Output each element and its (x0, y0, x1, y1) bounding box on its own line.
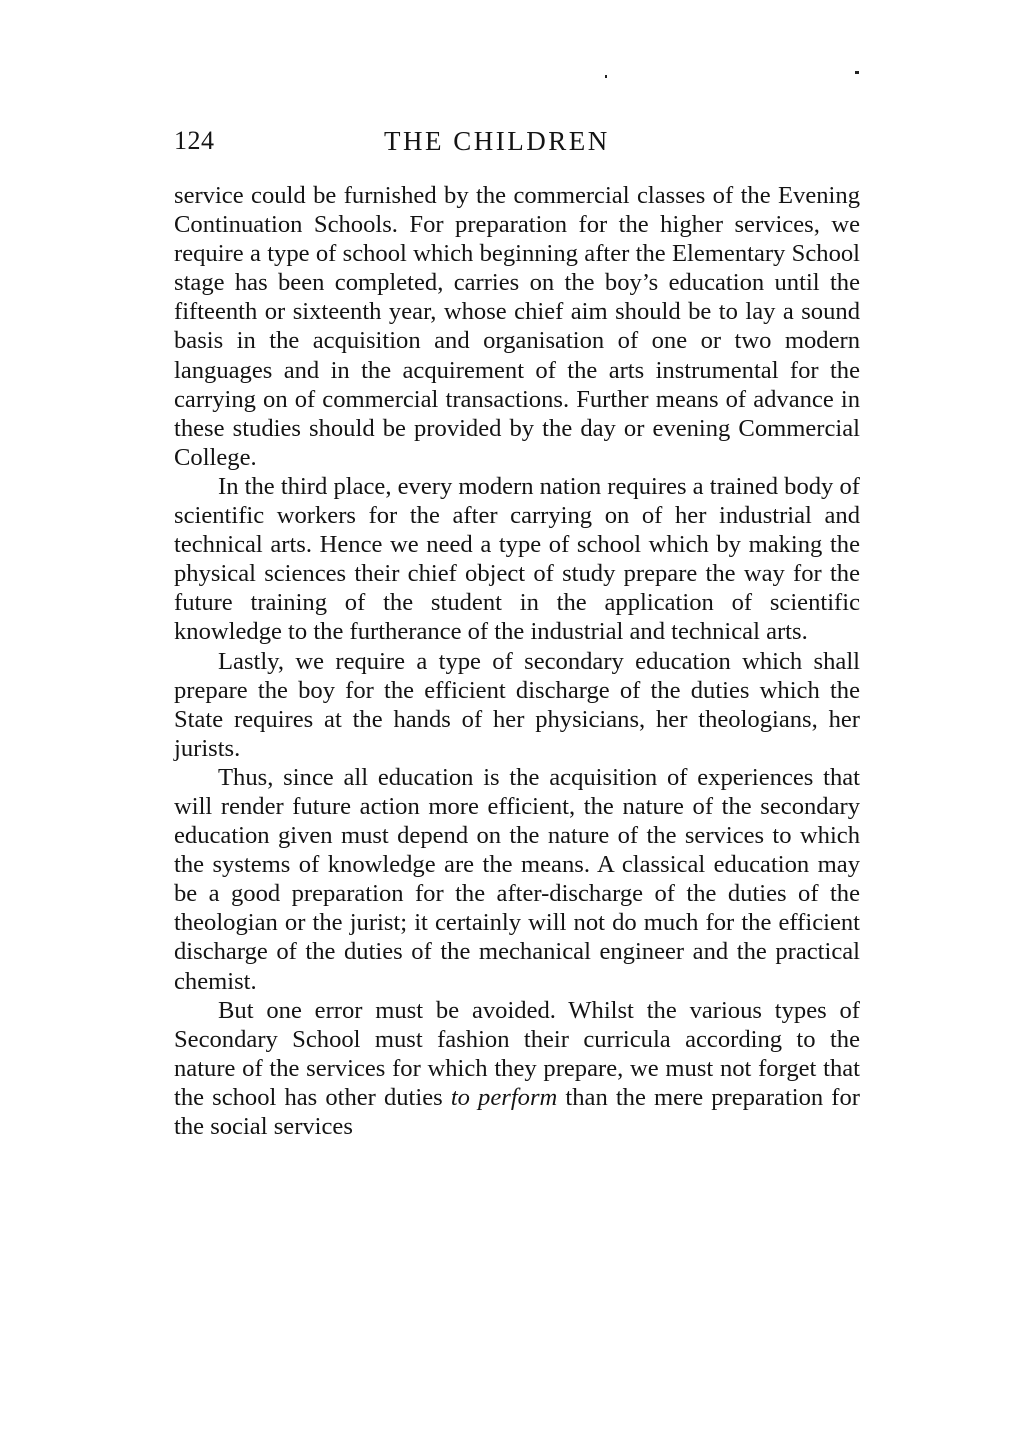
body-text (174, 181, 860, 1141)
paragraph-one-error-text: But one error must be avoided. Whilst the various types of Secondary School must fashion their curricula according to the nature of the services for which they prepare, we must not forget that the school has other duties (174, 996, 860, 1111)
paragraph-thus: Thus, since all education is the acquisition of experiences that will render future action more efficient, the nature of the secondary education given must depend on the nature of the services to which the systems of knowledge are the means. A classical education may be a good preparation for the after-discharge of the duties of the theologian or the jurist; it certainly will not do much for the efficient discharge of the duties of the mechanical engineer and the practical chemist. (174, 763, 860, 995)
paragraph-one-error (174, 996, 860, 1141)
paragraph-third-place: In the third place, every modern nation requires a trained body of scientific workers for the after carrying on of her industrial and technical arts. Hence we need a type of school which by making the physical sciences their chief object of study prepare the way for the future training of the student in the application of scientific knowledge to the furtherance of the industrial and technical arts. (174, 472, 860, 646)
paragraph-lastly: Lastly, we require a type of secondary education which shall prepare the boy for the efficient discharge of the duties which the State requires at the hands of her physicians, her theologians, her jurists. (174, 647, 860, 762)
print-speck (855, 71, 859, 74)
paragraph-continuation: service could be furnished by the commercial classes of the Evening Continuation Schools. For preparation for the higher services, we require a type of school which beginning after the Elementary School stage has been completed, carries on the boy’s education until the fifteenth or sixteenth year, whose chief aim should be to lay a sound basis in the acquisition and organisation of one or two modern languages and in the acquirement of the arts instrumental for the carrying on of commercial transactions. Further means of advance in these studies should be provided by the day or evening Commercial College. (174, 182, 860, 471)
paragraph-one-error-tail: than the mere preparation for the social services (174, 1083, 860, 1140)
print-speck (605, 75, 607, 78)
page-header (174, 126, 862, 166)
running-head: THE CHILDREN (384, 126, 610, 156)
page-number: 124 (174, 126, 215, 155)
italic-phrase: to perform (450, 1083, 558, 1111)
